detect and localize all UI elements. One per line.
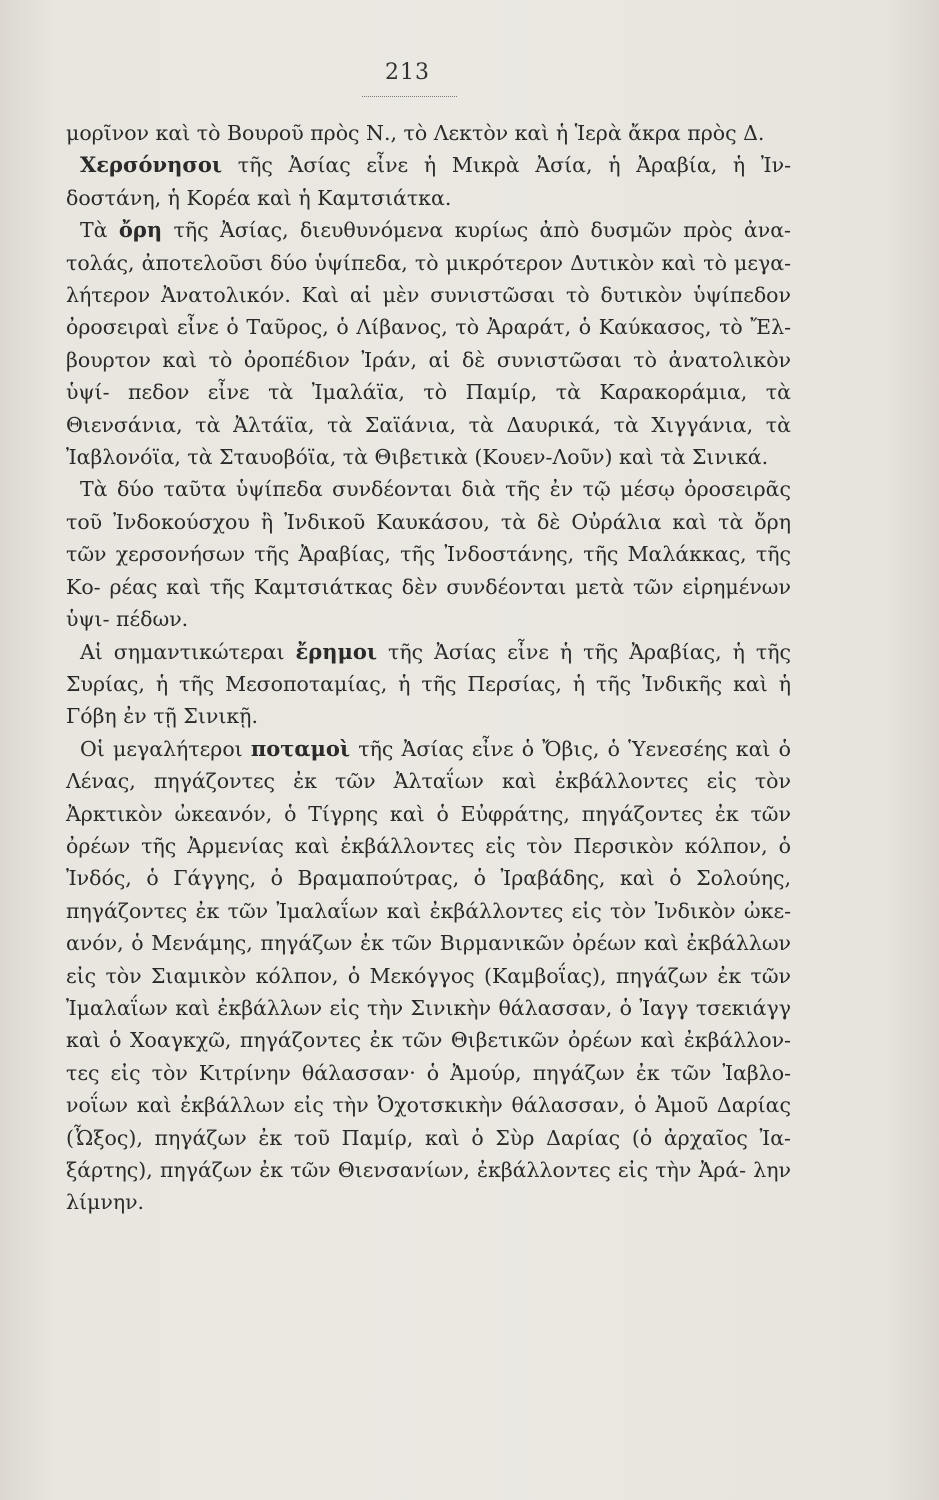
text-line: εἰς τὸν Σιαμικὸν κόλπον, ὁ Μεκόγγος (Καμβοΐας), πηγάζων ἐκ τῶν — [66, 963, 791, 988]
paragraph-1 — [66, 117, 791, 149]
text-line: λήτερον Ἀνατολικόν. Καὶ αἱ μὲν συνιστῶσαι τὸ δυτικὸν ὑψίπεδον — [66, 283, 791, 308]
text-line: ρέας καὶ τῆς Καμτσιάτκας δὲν συνδέονται μετὰ τῶν εἰρημένων ὑψι- — [66, 574, 791, 632]
text-line: Ἀρκτικὸν ὠκεανόν, ὁ Τίγρης καὶ ὁ Εὐφράτης, πηγάζοντες ἐκ τῶν — [66, 801, 791, 826]
heading-mountains: ὄρη — [118, 217, 163, 243]
text-line: καὶ ὁ Λένας, πηγάζοντες ἐκ τῶν Ἀλταΐων καὶ ἐκβάλλοντες εἰς τὸν — [66, 736, 791, 794]
text-line: πρὸς Δ. — [687, 121, 765, 145]
text-line: τολάς, ἀποτελοῦσι δύο ὑψίπεδα, τὸ μικρότερον Δυτικὸν καὶ τὸ μεγα- — [66, 250, 791, 275]
text-line: βουρτον καὶ τὸ ὀροπέδιον Ἰράν, αἱ δὲ συνιστῶσαι τὸ ἀνατολικὸν ὑψί- — [66, 347, 791, 405]
header-rule — [362, 96, 457, 97]
body-text — [66, 117, 791, 1219]
text-line: τῆς Ἀσίας εἶνε ὁ Ὄβις, ὁ Ὑενεσέης — [350, 736, 728, 761]
heading-rivers: ποταμοὶ — [250, 735, 351, 761]
text-line: Ἀλτάϊα, τὰ Σαϊάνια, τὰ Δαυρικά, τὰ Χιγγάνια, τὰ Ἰαβλονόϊα, τὰ — [66, 412, 791, 470]
text-line: Τὰ δύο ταῦτα ὑψίπεδα συνδέονται διὰ τῆς ἐν τῷ μέσῳ ὀροσειρᾶς τοῦ — [66, 477, 791, 534]
text-prefix: Οἱ μεγαλήτεροι — [80, 736, 251, 761]
text-prefix: Τὰ — [80, 218, 119, 243]
text-line: πηγάζοντες ἐκ τῶν Ἰμαλαΐων καὶ ἐκβάλλοντες εἰς τὸν Ἰνδικὸν ὠκε- — [66, 898, 791, 923]
text-line: ανόν, ὁ Μενάμης, πηγάζων ἐκ τῶν Βιρμανικῶν ὀρέων καὶ ἐκβάλλων — [66, 931, 791, 956]
text-prefix: Αἱ σημαντικώτεραι — [80, 639, 296, 664]
paragraph-plateaus — [66, 473, 791, 635]
text-line: πεδον εἶνε τὰ Ἰμαλάϊα, τὸ Παμίρ, τὰ Καρακοράμια, τὰ Θιενσάνια, τὰ — [66, 380, 791, 437]
paragraph-peninsulas — [66, 149, 791, 214]
text-line: μορῖνον καὶ τὸ Βουροῦ πρὸς Ν., τὸ Λεκτὸν καὶ ἡ Ἱερὰ ἄκρα — [66, 121, 681, 145]
text-line: πέδων. — [116, 607, 189, 632]
text-line: Ἰμαλαΐων καὶ ἐκβάλλων εἰς τὴν Σινικὴν θάλασσαν, ὁ Ἰαγγ τσεκιάγγ — [66, 995, 791, 1020]
text-line: δοστάνη, ἡ Κορέα καὶ ἡ Καμτσιάτκα. — [66, 185, 452, 210]
text-line: τῆς Ἀσίας εἶνε ἡ τῆς Ἀραβίας, ἡ — [377, 639, 745, 664]
text-line: τῆς Συρίας, ἡ τῆς Μεσοποταμίας, ἡ τῆς Περσίας, ἡ τῆς Ἰνδικῆς — [66, 639, 791, 696]
text-line: τῆς Ἀσίας, διευθυνόμενα κυρίως ἀπὸ δυσμῶν πρὸς ἀνα- — [162, 218, 791, 243]
text-line: λην λίμνην. — [66, 1158, 791, 1215]
paragraph-mountains — [66, 214, 791, 473]
heading-peninsulas: Χερσόνησοι — [80, 152, 223, 178]
text-line: τῆς Ἀσίας εἶνε ἡ Μικρὰ Ἀσία, ἡ Ἀραβία, ἡ Ἰν- — [222, 153, 791, 178]
page-number: 213 — [385, 60, 430, 85]
text-line: Ἰνδοκούσχου ἢ Ἰνδικοῦ Καυκάσου, τὰ δὲ Οὐράλια καὶ τὰ ὄρη τῶν — [66, 509, 791, 567]
text-line: Ἰνδός, ὁ Γάγγης, ὁ Βραμαπούτρας, ὁ Ἰραβάδης, καὶ ὁ Σολούης, — [66, 866, 791, 891]
text-line: (Ὦξος), πηγάζων ἐκ τοῦ Παμίρ, καὶ ὁ Σὺρ Δαρίας (ὁ ἀρχαῖος Ἰα- — [66, 1125, 791, 1150]
text-line: νοΐων καὶ ἐκβάλλων εἰς τὴν Ὀχοτσκικὴν θάλασσαν, ὁ Ἀμοῦ Δαρίας — [66, 1093, 791, 1118]
text-line: Σταυοβόϊα, τὰ Θιβετικὰ (Κουεν-Λοῦν) καὶ τὰ Σινικά. — [219, 445, 769, 470]
text-line: χερσονήσων τῆς Ἀραβίας, τῆς Ἰνδοστάνης, τῆς Μαλάκκας, τῆς Κο- — [66, 542, 791, 599]
text-line: ὀρέων τῆς Ἀρμενίας καὶ ἐκβάλλοντες εἰς τὸν Περσικὸν κόλπον, ὁ — [66, 833, 791, 858]
text-line: ξάρτης), πηγάζων ἐκ τῶν Θιενσανίων, ἐκβάλλοντες εἰς τὴν Ἀρά- — [66, 1158, 747, 1182]
paragraph-deserts — [66, 636, 791, 733]
heading-deserts: ἔρημοι — [295, 638, 378, 664]
text-line: τες εἰς τὸν Κιτρίνην θάλασσαν· ὁ Ἀμούρ, πηγάζων ἐκ τῶν Ἰαβλο- — [66, 1060, 791, 1085]
text-line: καὶ ἡ Γόβη ἐν τῇ Σινικῇ. — [66, 671, 791, 729]
text-line: ὀροσειραὶ εἶνε ὁ Ταῦρος, ὁ Λίβανος, τὸ Ἀραράτ, ὁ Καύκασος, τὸ Ἔλ- — [66, 315, 791, 340]
text-line: καὶ ὁ Χοαγκχῶ, πηγάζοντες ἐκ τῶν Θιβετικῶν ὀρέων καὶ ἐκβάλλον- — [66, 1028, 791, 1053]
paragraph-rivers — [66, 733, 791, 1219]
